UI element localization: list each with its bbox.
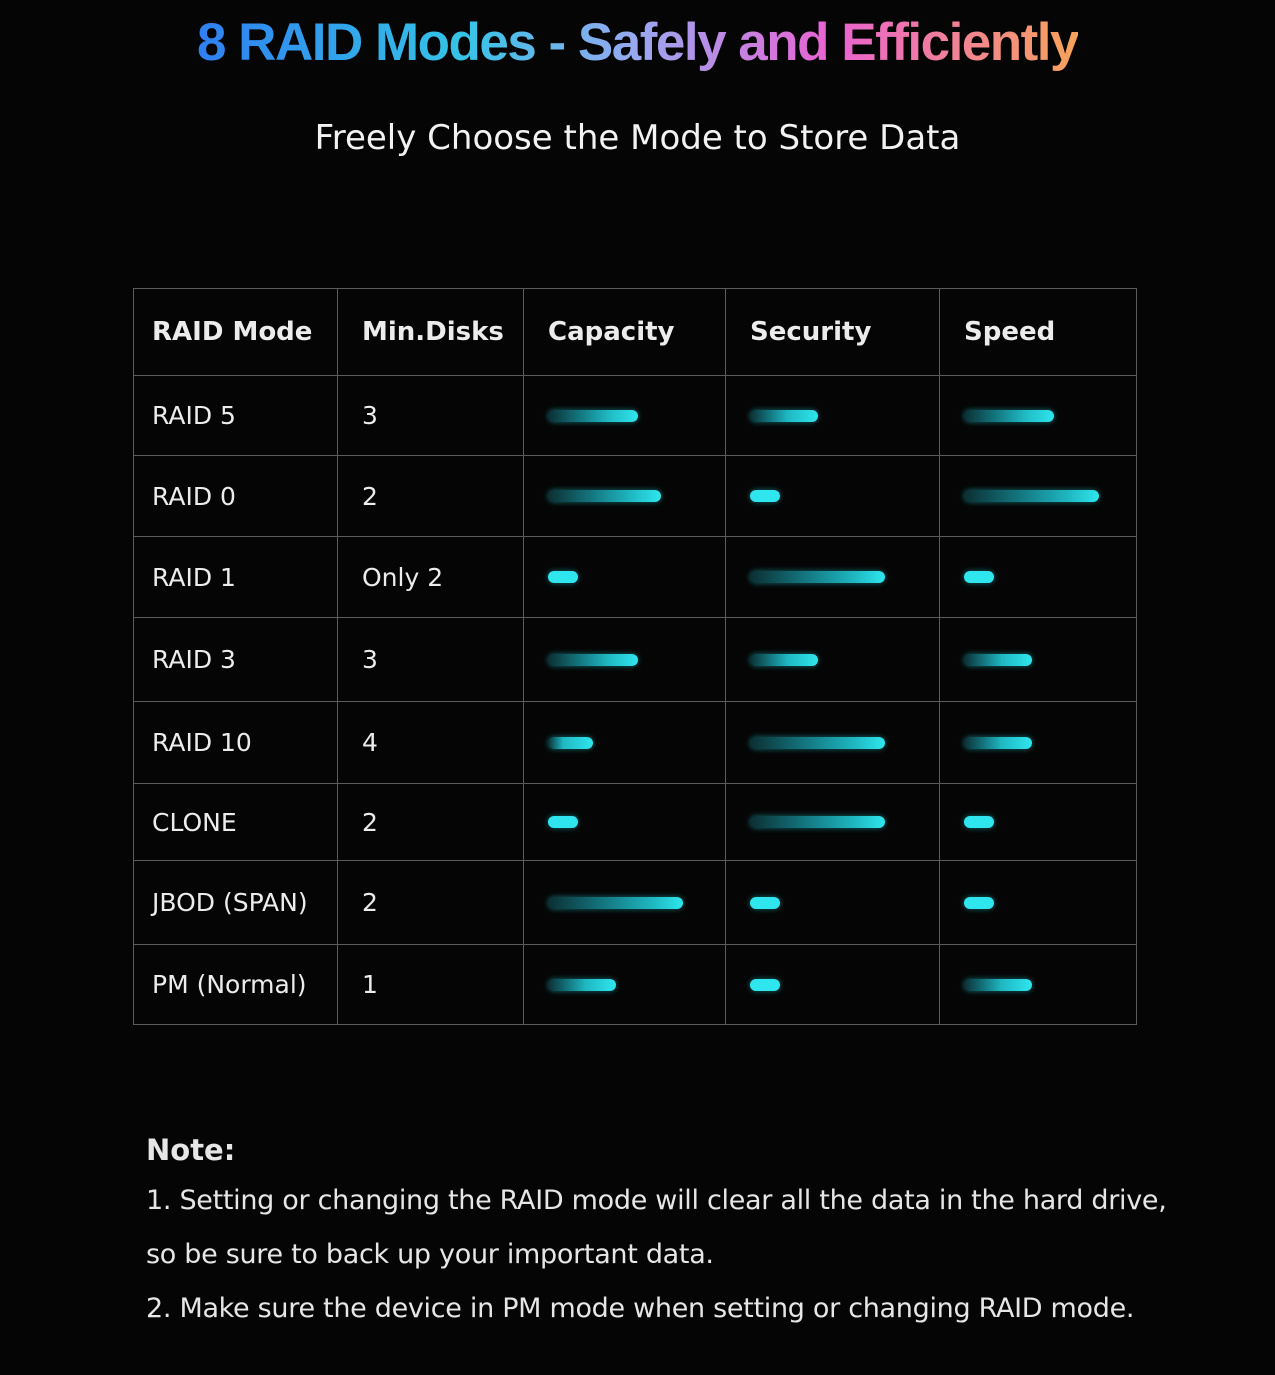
table-body: [134, 376, 1137, 1025]
header-security: Security: [726, 289, 940, 376]
page-title-text: 8 RAID Modes - Safely and Efficiently: [196, 13, 1079, 72]
header-raid-mode: RAID Mode: [134, 289, 338, 376]
security-cell: [726, 537, 940, 618]
raid-mode-cell: RAID 3: [134, 618, 338, 702]
speed-cell: [940, 456, 1137, 537]
speed-cell: [940, 618, 1137, 702]
min-disks-cell: 3: [338, 376, 524, 456]
security-level-bar: [750, 571, 885, 583]
table-row: [134, 945, 1137, 1025]
speed-cell: [940, 861, 1137, 945]
capacity-cell: [524, 376, 726, 456]
security-level-bar: [750, 979, 780, 991]
security-level-bar: [750, 816, 885, 828]
page-subtitle: Freely Choose the Mode to Store Data: [314, 118, 961, 158]
raid-mode-cell: CLONE: [134, 784, 338, 861]
capacity-cell: [524, 618, 726, 702]
raid-mode-cell: RAID 1: [134, 537, 338, 618]
table-header-row: [134, 289, 1137, 376]
capacity-level-bar: [548, 490, 661, 502]
capacity-cell: [524, 945, 726, 1025]
capacity-level-bar: [548, 897, 683, 909]
raid-mode-cell: RAID 10: [134, 702, 338, 784]
security-cell: [726, 702, 940, 784]
capacity-level-bar: [548, 410, 638, 422]
note-title: Note:: [146, 1133, 236, 1167]
speed-level-bar: [964, 737, 1032, 749]
note-line-3: 2. Make sure the device in PM mode when setting or changing RAID mode.: [146, 1293, 1135, 1324]
capacity-level-bar: [548, 737, 593, 749]
security-cell: [726, 861, 940, 945]
table-row: [134, 618, 1137, 702]
table-row: [134, 456, 1137, 537]
capacity-cell: [524, 702, 726, 784]
speed-level-bar: [964, 410, 1054, 422]
capacity-cell: [524, 861, 726, 945]
raid-comparison-table: [133, 288, 1137, 1025]
table-row: [134, 702, 1137, 784]
speed-cell: [940, 537, 1137, 618]
capacity-cell: [524, 537, 726, 618]
header-min-disks: Min.Disks: [338, 289, 524, 376]
raid-mode-cell: JBOD (SPAN): [134, 861, 338, 945]
speed-level-bar: [964, 897, 994, 909]
security-cell: [726, 376, 940, 456]
min-disks-cell: 2: [338, 456, 524, 537]
capacity-level-bar: [548, 816, 578, 828]
table-row: [134, 784, 1137, 861]
speed-cell: [940, 784, 1137, 861]
min-disks-cell: 2: [338, 861, 524, 945]
capacity-level-bar: [548, 979, 616, 991]
capacity-cell: [524, 456, 726, 537]
speed-cell: [940, 945, 1137, 1025]
note-line-2: so be sure to back up your important data.: [146, 1239, 714, 1270]
min-disks-cell: Only 2: [338, 537, 524, 618]
min-disks-cell: 2: [338, 784, 524, 861]
capacity-level-bar: [548, 571, 578, 583]
capacity-level-bar: [548, 654, 638, 666]
note-section: [146, 1126, 1206, 1336]
speed-level-bar: [964, 490, 1099, 502]
note-line-1: 1. Setting or changing the RAID mode will clear all the data in the hard drive,: [146, 1185, 1167, 1216]
min-disks-cell: 4: [338, 702, 524, 784]
table-row: [134, 537, 1137, 618]
min-disks-cell: 1: [338, 945, 524, 1025]
security-level-bar: [750, 737, 885, 749]
capacity-cell: [524, 784, 726, 861]
raid-mode-cell: RAID 5: [134, 376, 338, 456]
security-cell: [726, 456, 940, 537]
security-cell: [726, 945, 940, 1025]
page-title: [0, 8, 1275, 78]
security-level-bar: [750, 897, 780, 909]
speed-level-bar: [964, 571, 994, 583]
speed-level-bar: [964, 816, 994, 828]
speed-cell: [940, 376, 1137, 456]
header-speed: Speed: [940, 289, 1137, 376]
security-cell: [726, 618, 940, 702]
table-row: [134, 861, 1137, 945]
security-level-bar: [750, 410, 818, 422]
raid-mode-cell: RAID 0: [134, 456, 338, 537]
security-level-bar: [750, 654, 818, 666]
security-level-bar: [750, 490, 780, 502]
speed-cell: [940, 702, 1137, 784]
header-capacity: Capacity: [524, 289, 726, 376]
raid-mode-cell: PM (Normal): [134, 945, 338, 1025]
speed-level-bar: [964, 979, 1032, 991]
min-disks-cell: 3: [338, 618, 524, 702]
security-cell: [726, 784, 940, 861]
table-row: [134, 376, 1137, 456]
speed-level-bar: [964, 654, 1032, 666]
